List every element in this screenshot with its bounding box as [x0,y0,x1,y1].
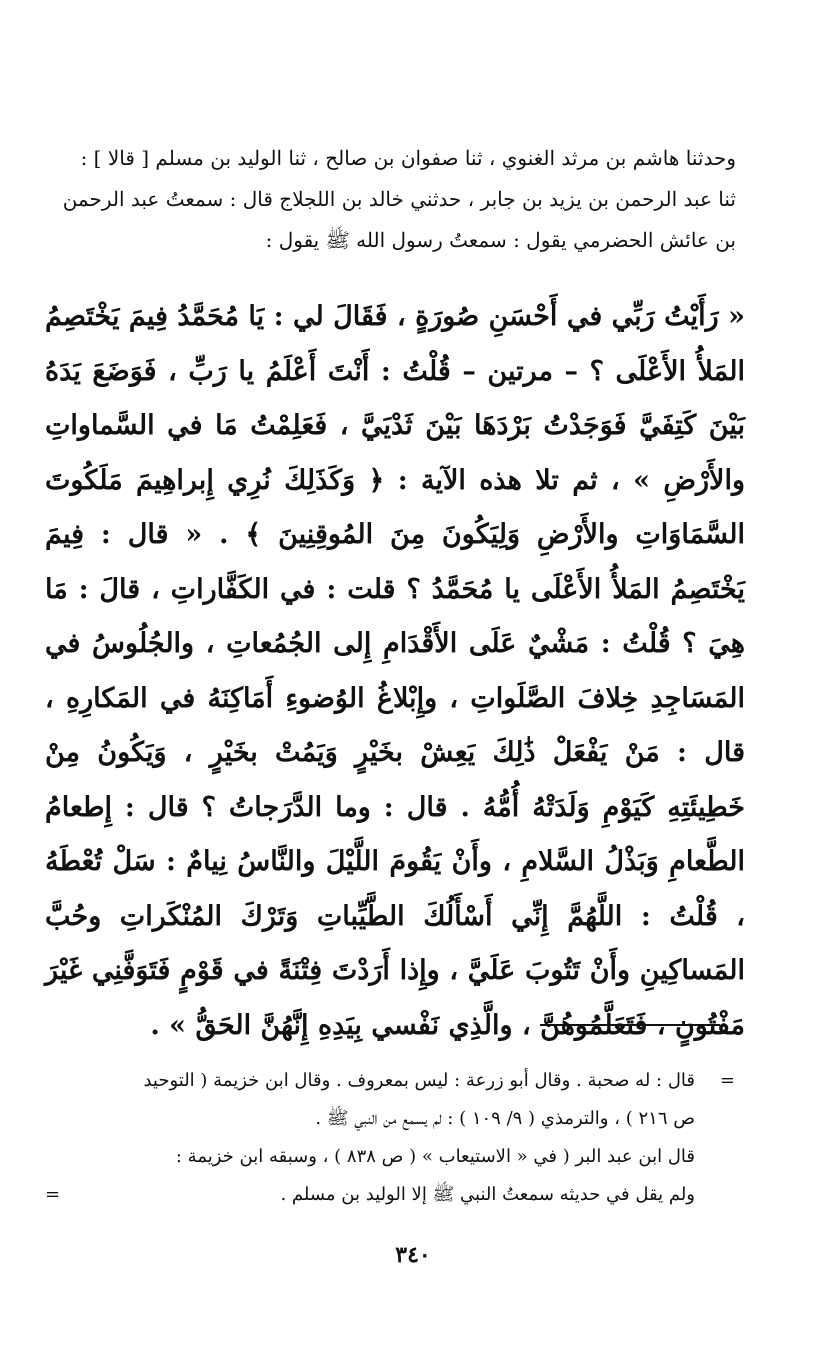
isnad-line: بن عائش الحضرمي يقول : سمعتُ رسول الله ﷺ يقول : [265,228,736,252]
footnote-line-text: قال : له صحبة . وقال أبو زرعة : ليس بمعروف . وقال ابن خزيمة ( التوحيد [143,1070,695,1091]
footnote-line-text: قال ابن عبد البر ( في « الاستيعاب » ( ص ٨٣٨ ) ، وسبقه ابن خزيمة : [175,1146,695,1167]
footnote-line [45,1138,735,1176]
footnote-line [45,1062,735,1100]
footnote-line [45,1176,735,1214]
footnote-line [45,1100,735,1138]
footnote-line-text: ولم يقل في حديثه سمعتُ النبي ﷺ إلا الوليد بن مسلم . [280,1184,695,1205]
footnote-continuation-marker-end: = [45,1184,61,1205]
hadith-text-block [45,290,745,1053]
hadith-text: « رَأَيْتُ رَبِّي في أَحْسَنِ صُورَةٍ ، فَقَالَ لي : يَا مُحَمَّدُ فِيمَ يَخْتَصِمُ المَلأُ الأَعْلَى ؟ – مرتين – قُلْتُ : أَنْتَ أَعْلَمُ يا رَبِّ ، فَوَضَعَ يَدَهُ بَيْنَ كَتِفَيَّ فَوَجَدْتُ بَرْدَهَا بَيْنَ ثَدْيَيَّ ، فَعَلِمْتُ مَا في السَّماواتِ والأَرْضِ » ، ثم تلا هذه الآية : ﴿ وَكَذَلِكَ نُرِي إِبراهِيمَ مَلَكُوتَ السَّمَاوَاتِ والأَرْضِ وَلِيَكُونَ مِنَ المُوقِنِينَ ﴾ . « قال : فِيمَ يَخْتَصِمُ المَلأُ الأَعْلَى يا مُحَمَّدُ ؟ قلت : في الكَفَّاراتِ ، قالَ : مَا هِيَ ؟ قُلْتُ : مَشْيٌ عَلَى الأَقْدَامِ إِلى الجُمُعاتِ ، والجُلُوسُ في المَسَاجِدِ خِلافَ الصَّلَواتِ ، وإِبْلاغُ الوُضوءِ أَمَاكِنَهُ في المَكارِهِ ، قال : مَنْ يَفْعَلْ ذَٰلِكَ يَعِشْ بخَيْرٍ وَيَمُتْ بخَيْرٍ ، وَيَكُونُ مِنْ خَطِيئَتِهِ كَيَوْمِ وَلَدَتْهُ أُمُّهُ . قال : وما الدَّرَجاتُ ؟ قال : إِطعامُ الطَّعامِ وَبَذْلُ السَّلامِ ، وأَنْ يَقُومَ اللَّيْلَ والنَّاسُ نِيامٌ : سَلْ تُعْطَهُ ، قُلْتُ : اللَّهُمَّ إِنِّي أَسْأَلُكَ الطَّيِّباتِ وَتَرْكَ المُنْكَراتِ وحُبَّ المَساكِينِ وأَنْ تَتُوبَ عَلَيَّ ، وإِذا أَرَدْتَ فِتْنَةً في قَوْمٍ فَتَوَفَّنِي غَيْرَ مَفْتُونٍ ، فَتَعَلَّمُوهُنَّ ، والَّذِي نَفْسي بِيَدِهِ إِنَّهُنَّ الحَقُّ » . [45,301,745,1041]
footnote-line-text: ص ٢١٦ ) ، والترمذي ( ٩/ ١٠٩ ) : لم يسمع من النبي ﷺ . [315,1108,695,1129]
isnad-line: وحدثنا هاشم بن مرثد الغنوي ، ثنا صفوان بن صالح ، ثنا الوليد بن مسلم [ قالا ] : [80,146,736,170]
footnote-continuation-marker: = [719,1070,735,1091]
footnotes-section [45,1062,735,1214]
isnad-paragraph [60,138,736,261]
page-number: ٣٤٠ [395,1242,431,1268]
isnad-line: ثنا عبد الرحمن بن يزيد بن جابر ، حدثني خالد بن اللجلاج قال : سمعتُ عبد الرحمن [62,187,736,211]
footnote-separator [540,1024,720,1026]
